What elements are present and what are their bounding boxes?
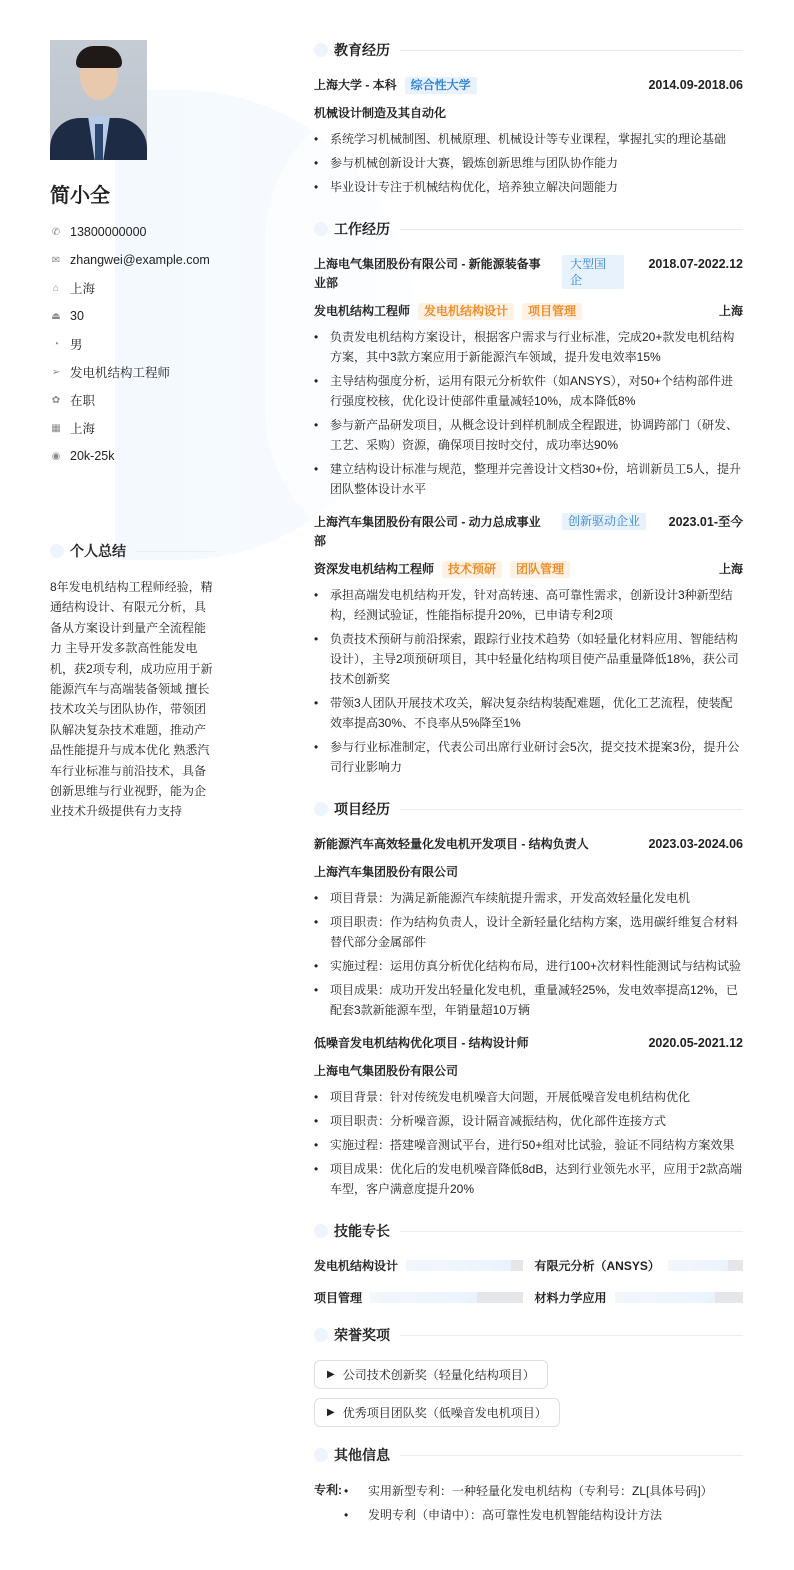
skill-level-fill — [615, 1292, 715, 1303]
contact-item — [50, 386, 218, 414]
major: 机械设计制造及其自动化 — [314, 106, 447, 120]
bullet-item: • 项目成果：成功开发出轻量化发电机，重量减轻25%，发电效率提高12%，已配套3款新能源车型，年销量超10万辆 — [314, 980, 743, 1020]
bullet-item: • 参与机械创新设计大赛，锻炼创新思维与团队协作能力 — [314, 153, 743, 173]
phone-icon: ✆ — [51, 226, 61, 238]
company-name: 上海汽车集团股份有限公司 - 动力总成事业部 — [314, 515, 541, 548]
bullet-item: • 负责发电机结构方案设计，根据客户需求与行业标准，完成20+款发电机结构方案，其中3款方案应用于新能源汽车领域，提升发电效率15% — [314, 327, 743, 367]
divider — [400, 1455, 743, 1456]
contact-item — [50, 274, 218, 302]
bullet-item: • 项目成果：优化后的发电机噪音降低8dB，达到行业领先水平，应用于2款高端车型，客户满意度提升20% — [314, 1159, 743, 1199]
date-range: 2020.05-2021.12 — [648, 1036, 743, 1050]
project-company: 上海汽车集团股份有限公司 — [314, 865, 459, 879]
contact-value: 20k-25k — [70, 449, 115, 463]
skill-level-bar — [370, 1292, 522, 1303]
sidebar — [50, 40, 218, 470]
contact-value: 在职 — [70, 394, 96, 408]
section-title: 技能专长 — [334, 1223, 390, 1239]
bullet-item: • 承担高端发电机结构开发，针对高转速、高可靠性需求，创新设计3种新型结构，经测试验证，性能指标提升20%，已申请专利2项 — [314, 585, 743, 625]
project-name: 低噪音发电机结构优化项目 - 结构设计师 — [314, 1036, 529, 1050]
company-tag: 大型国企 — [562, 255, 624, 289]
skill-name: 有限元分析（ANSYS） — [534, 1258, 660, 1273]
skill-name: 项目管理 — [314, 1290, 363, 1305]
bullet-list — [314, 888, 743, 1020]
bullet-item: • 带领3人团队开展技术攻关，解决复杂结构装配难题，优化工艺流程，使装配效率提高30%、不良率从5%降至1% — [314, 693, 743, 733]
job-entry — [314, 513, 743, 777]
company-name: 上海电气集团股份有限公司 - 新能源装备事业部 — [314, 257, 541, 290]
bullet-item: • 系统学习机械制图、机械原理、机械设计等专业课程，掌握扎实的理论基础 — [314, 129, 743, 149]
skill-tag: 项目管理 — [522, 303, 582, 320]
skills-grid — [314, 1255, 743, 1307]
divider — [400, 1335, 743, 1336]
bullet-item: • 发明专利（申请中）：高可靠性发电机智能结构设计方法 — [344, 1505, 713, 1525]
bullet-item: • 实用新型专利：一种轻量化发电机结构（专利号：ZL[具体号码]） — [344, 1481, 713, 1501]
divider — [400, 1231, 743, 1232]
job-entry — [314, 255, 743, 499]
honor-item[interactable] — [314, 1398, 560, 1427]
candidate-name: 简小全 — [50, 185, 110, 207]
section-dot-icon — [50, 544, 64, 558]
contact-value: 发电机结构工程师 — [70, 366, 171, 380]
divider — [400, 229, 743, 230]
contact-item — [50, 358, 218, 386]
project-company: 上海电气集团股份有限公司 — [314, 1064, 459, 1078]
avatar-photo — [50, 40, 147, 160]
skill-level-fill — [370, 1292, 477, 1303]
status-icon: ✿ — [51, 394, 61, 406]
section-dot-icon — [314, 222, 328, 236]
bullet-item: • 项目职责：分析噪音源，设计隔音减振结构，优化部件连接方式 — [314, 1111, 743, 1131]
school-name: 上海大学 - 本科 — [314, 78, 397, 92]
bullet-item: • 毕业设计专注于机械结构优化，培养独立解决问题能力 — [314, 177, 743, 197]
bullet-list — [314, 585, 743, 777]
bullet-list — [344, 1481, 713, 1529]
bullet-item: • 参与新产品研发项目，从概念设计到样机制成全程跟进，协调跨部门（研发、工艺、采购）资源，确保项目按时交付，成功率达90% — [314, 415, 743, 455]
section-header — [314, 1325, 743, 1345]
honor-list — [314, 1351, 743, 1427]
bullet-list — [314, 129, 743, 197]
contact-value: zhangwei@example.com — [70, 253, 210, 267]
triangle-right-icon: ▶ — [327, 1407, 335, 1418]
honor-text: 公司技术创新奖（轻量化结构项目） — [342, 1368, 535, 1382]
honor-text: 优秀项目团队奖（低噪音发电机项目） — [342, 1406, 547, 1420]
date-range: 2018.07-2022.12 — [648, 257, 743, 271]
contact-item — [50, 330, 218, 358]
cake-icon: ⏏ — [51, 310, 61, 322]
other-info — [314, 1481, 743, 1529]
skill-item — [314, 1287, 523, 1307]
divider — [400, 809, 743, 810]
divider — [136, 551, 215, 552]
bullet-item: • 实施过程：运用仿真分析优化结构布局，进行100+次材料性能测试与结构试验 — [314, 956, 743, 976]
bullet-item: • 主导结构强度分析，运用有限元分析软件（如ANSYS），对50+个结构部件进行强度校核，优化设计使部件重量减轻10%，成本降低8% — [314, 371, 743, 411]
job-role: 发电机结构工程师 — [314, 304, 411, 318]
patent-label: 专利: — [314, 1483, 342, 1497]
triangle-right-icon: ▶ — [327, 1369, 335, 1380]
skill-item — [535, 1287, 744, 1307]
bullet-item: • 实施过程：搭建噪音测试平台，进行50+组对比试验，验证不同结构方案效果 — [314, 1135, 743, 1155]
section-header — [314, 219, 743, 239]
main-content — [314, 40, 743, 1529]
section-title: 工作经历 — [334, 221, 390, 237]
section-header — [314, 799, 743, 819]
bullet-item: • 参与行业标准制定，代表公司出席行业研讨会5次，提交技术提案3份，提升公司行业影响力 — [314, 737, 743, 777]
contact-value: 13800000000 — [70, 225, 147, 239]
summary-section — [50, 541, 215, 822]
skill-level-bar — [615, 1292, 743, 1303]
home-icon: ⌂ — [52, 282, 60, 294]
project-name: 新能源汽车高效轻量化发电机开发项目 - 结构负责人 — [314, 837, 589, 851]
project-entry — [314, 1034, 743, 1199]
section-title: 其他信息 — [334, 1447, 390, 1463]
section-header — [314, 1221, 743, 1241]
job-role: 资深发电机结构工程师 — [314, 562, 435, 576]
date-range: 2023.03-2024.06 — [648, 837, 743, 851]
section-dot-icon — [314, 1224, 328, 1238]
skill-level-bar — [668, 1260, 743, 1271]
contact-item — [50, 442, 218, 470]
section-dot-icon — [314, 1448, 328, 1462]
section-dot-icon — [314, 802, 328, 816]
contact-value: 男 — [70, 338, 83, 352]
building-icon: ▦ — [51, 422, 61, 434]
bullet-item: • 负责技术预研与前沿探索，跟踪行业技术趋势（如轻量化材料应用、智能结构设计），主导2项预研项目，其中轻量化结构项目使产品重量降低18%，获公司技术创新奖 — [314, 629, 743, 689]
salary-icon: ◉ — [51, 450, 61, 462]
job-location: 上海 — [718, 304, 743, 318]
bullet-list — [314, 327, 743, 499]
gender-icon: ◔ — [52, 338, 60, 350]
skill-level-fill — [406, 1260, 511, 1271]
contact-item — [50, 246, 218, 274]
contact-item — [50, 218, 218, 246]
date-range: 2023.01-至今 — [668, 515, 743, 529]
skill-name: 发电机结构设计 — [314, 1258, 399, 1273]
section-dot-icon — [314, 43, 328, 57]
education-entry — [314, 76, 743, 197]
company-tag: 创新驱动企业 — [562, 513, 646, 530]
mail-icon: ✉ — [51, 254, 61, 266]
bullet-item: • 项目背景：针对传统发电机噪音大问题，开展低噪音发电机结构优化 — [314, 1087, 743, 1107]
bullet-list — [314, 1087, 743, 1199]
section-dot-icon — [314, 1328, 328, 1342]
date-range: 2014.09-2018.06 — [648, 78, 743, 92]
section-header — [50, 541, 215, 561]
skill-tag: 团队管理 — [510, 561, 570, 578]
bullet-item: • 项目职责：作为结构负责人，设计全新轻量化结构方案，选用碳纤维复合材料替代部分金属部件 — [314, 912, 743, 952]
skill-level-fill — [668, 1260, 728, 1271]
send-icon: ➢ — [51, 366, 61, 378]
skill-item — [314, 1255, 523, 1275]
section-header — [314, 40, 743, 60]
skill-level-bar — [406, 1260, 522, 1271]
project-entry — [314, 835, 743, 1020]
section-title: 项目经历 — [334, 801, 390, 817]
skill-name: 材料力学应用 — [534, 1290, 607, 1305]
contact-item — [50, 414, 218, 442]
contact-list — [50, 218, 218, 470]
section-title: 教育经历 — [334, 42, 390, 58]
honor-item[interactable] — [314, 1360, 548, 1389]
section-header — [314, 1445, 743, 1465]
skill-tag: 技术预研 — [442, 561, 502, 578]
divider — [400, 50, 743, 51]
bullet-item: • 建立结构设计标准与规范，整理并完善设计文档30+份，培训新员工5人，提升团队整体设计水平 — [314, 459, 743, 499]
job-location: 上海 — [718, 562, 743, 576]
school-tag: 综合性大学 — [405, 77, 477, 94]
contact-item — [50, 302, 218, 330]
skill-tag: 发电机结构设计 — [418, 303, 514, 320]
contact-value: 上海 — [70, 282, 96, 296]
section-title: 荣誉奖项 — [334, 1327, 390, 1343]
contact-value: 30 — [70, 309, 84, 323]
section-title: 个人总结 — [70, 543, 126, 559]
summary-text: 8年发电机结构工程师经验，精通结构设计、有限元分析，具备从方案设计到量产全流程能力 主导开发多款高性能发电机，获2项专利，成功应用于新能源汽车与高端装备领域 擅长技术攻关与团队协作，带领团队解决复杂技术难题，推动产品性能提升与成本优化 熟悉汽车行业标准与前沿技术，具备创新思维与行业视野，能为企业技术升级提供有力支持 — [50, 580, 213, 819]
skill-item — [535, 1255, 744, 1275]
bullet-item: • 项目背景：为满足新能源汽车续航提升需求，开发高效轻量化发电机 — [314, 888, 743, 908]
contact-value: 上海 — [70, 422, 96, 436]
